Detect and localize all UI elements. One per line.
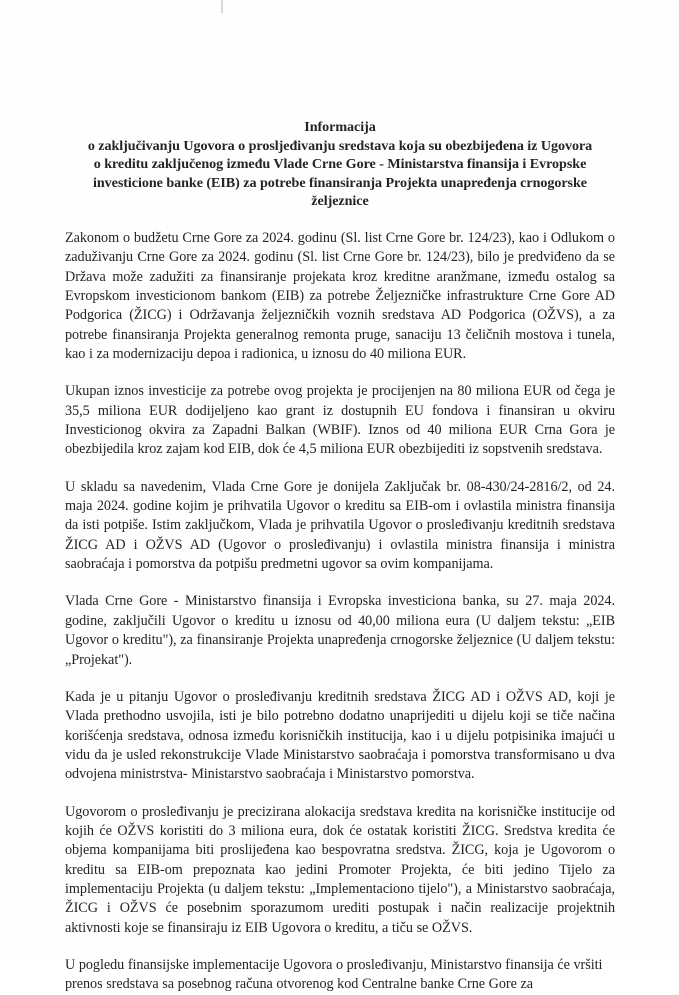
title-line-3: o kreditu zaključenog između Vlade Crne Gore - Ministarstva finansija i Evropske (93, 156, 587, 173)
paragraph-4: Vlada Crne Gore - Ministarstvo finansija i Evropska investiciona banka, su 27. maja 2024. godine, zaključili Ugovor o kreditu u iznosu od 40,00 miliona eura (U daljem tekstu: „EIB Ugovor o kreditu"), za finansiranje Projekta unapređenja crnogorske željeznice (U daljem tekstu: „Projekat"). (65, 593, 615, 668)
paragraph-2: Ukupan iznos investicije za potrebe ovog projekta je procijenjen na 80 miliona EUR od čega je 35,5 miliona EUR dodijeljeno kao grant iz dostupnih EU fondova i finansiran u okviru Investicionog okvira za Zapadni Balkan (WBIF). Iznos od 40 miliona EUR Crna Gora je obezbijedila kroz zajam kod EIB, dok će 4,5 miliona EUR obezbijediti iz sopstvenih sredstava. (65, 383, 615, 458)
title-line-4: investicione banke (EIB) za potrebe finansiranja Projekta unapređenja crnogorske (93, 174, 587, 191)
title-line-1: Informacija (304, 119, 376, 135)
paragraph-3: U skladu sa navedenim, Vlada Crne Gore je donijela Zaključak br. 08-430/24-2816/2, od 24. maja 2024. godine kojim je prihvatila Ugovor o kreditu sa EIB-om i ovlastila ministra finansija da isti potpiše. Istim zaključkom, Vlada je prihvatila Ugovor o prosleđivanju kreditnih sredstava ŽICG AD i OŽVS AD (Ugovor o prosleđivanju) i ovlastila ministra finansija i ministra saobraćaja i pomorstva da potpišu predmetni ugovor sa ovim kompanijama. (65, 478, 615, 573)
paragraph-7: U pogledu finansijske implementacije Ugovora o prosleđivanju, Ministarstvo finansija će vršiti prenos sredstava sa posebnog računa otvorenog kod Centralne banke Crne Gore za (65, 956, 603, 993)
paragraph-6: Ugovorom o prosleđivanju je precizirana alokacija sredstava kredita na korisničke institucije od kojih će OŽVS koristiti do 3 miliona eura, dok će ostatak koristiti ŽICG. Sredstva kredita će objema kompanijama biti proslijeđena kao bespovratna sredstva. ŽICG, koja je Ugovorom o kreditu sa EIB-om prepoznata kao jedini Promoter Projekta, će biti jedino Tijelo za implementaciju Projekta (u daljem tekstu: „Implementaciono tijelo"), a Ministarstvo saobraćaja, ŽICG i OŽVS će posebnim sporazumom urediti postupak i način realizacije projektnih aktivnosti koje se finansiraju iz EIB Ugovora o kreditu, a tiču se OŽVS. (65, 803, 615, 936)
paragraph-5: Kada je u pitanju Ugovor o prosleđivanju kreditnih sredstava ŽICG AD i OŽVS AD, koji je Vlada prethodno usvojila, isti je bilo potrebno dodatno unaprijediti u dijelu koji se tiče načina korišćenja sredstava, odnosa između korisničkih institucija, kao i u dijelu potpisinika imajući u vidu da je usled rekonstrukcije Vlade Ministarstvo saobraćaja i pomorstva transformisano u dva odvojena ministrstva- Ministarstvo saobraćaja i Ministarstvo pomorstva. (65, 688, 615, 783)
document-title (65, 118, 615, 211)
document-content (65, 0, 615, 995)
paragraph-1: Zakonom o budžetu Crne Gore za 2024. godinu (Sl. list Crne Gore br. 124/23), kao i Odlukom o zaduživanju Crne Gore za 2024. godinu (Sl. list Crne Gore br. 124/23), bilo je predviđeno da se Država može zadužiti za finansiranje projekata kroz kreditne aranžmane, između ostalog sa Evropskom investicionom bankom (EIB) za potrebe Željezničke infrastrukture Crne Gore AD Podgorica (ŽICG) i Održavanja željezničkih voznih sredstava AD Podgorica (OŽVS), a za potrebe finansiranja Projekta generalnog remonta pruge, sanaciju 13 čeličnih mostova i tunela, kao i za modernizaciju depoa i radionica, u iznosu do 40 miliona EUR. (65, 229, 615, 363)
document-body (65, 229, 615, 995)
title-line-2: o zaključivanju Ugovora o prosljeđivanju sredstava koja su obezbijeđena iz Ugovora (87, 137, 593, 154)
title-line-5: željeznice (311, 193, 369, 210)
